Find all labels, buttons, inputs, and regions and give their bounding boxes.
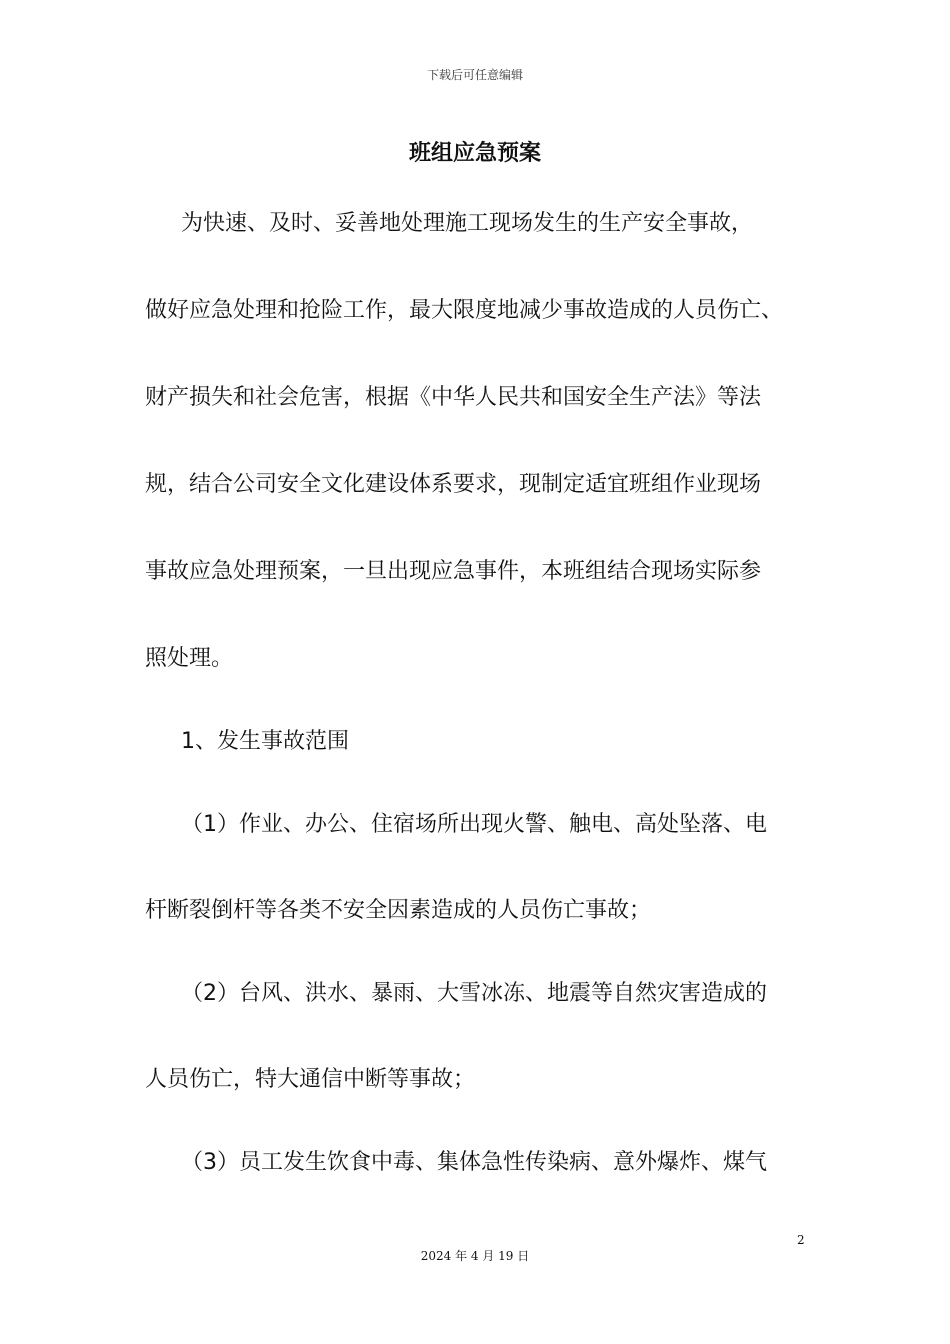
paragraph-line: 规，结合公司安全文化建设体系要求，现制定适宜班组作业现场 [145,472,762,497]
list-item-line: （2）台风、洪水、暴雨、大雪冰冻、地震等自然灾害造成的 [181,981,767,1006]
paragraph-line: 事故应急处理预案，一旦出现应急事件，本班组结合现场实际参 [145,559,762,584]
paragraph-line: 照处理。 [145,646,234,671]
page-header: 下载后可任意编辑 [426,68,523,82]
list-item-line: 杆断裂倒杆等各类不安全因素造成的人员伤亡事故； [145,898,652,923]
list-item-line: （3）员工发生饮食中毒、集体急性传染病、意外爆炸、煤气 [181,1150,767,1175]
section-heading: 1、发生事故范围 [181,729,349,754]
list-item-line: （1）作业、办公、住宿场所出现火警、触电、高处坠落、电 [181,812,767,837]
paragraph-line: 为快速、及时、妥善地处理施工现场发生的生产安全事故， [181,211,754,236]
paragraph-line: 财产损失和社会危害，根据《中华人民共和国安全生产法》等法 [145,385,762,410]
list-item-line: 人员伤亡，特大通信中断等事故； [145,1067,476,1092]
footer-date: 2024 年 4 月 19 日 [420,1249,530,1263]
page-number: 2 [797,1233,805,1247]
document-title: 班组应急预案 [408,141,541,166]
paragraph-line: 做好应急处理和抢险工作，最大限度地减少事故造成的人员伤亡、 [145,298,784,323]
